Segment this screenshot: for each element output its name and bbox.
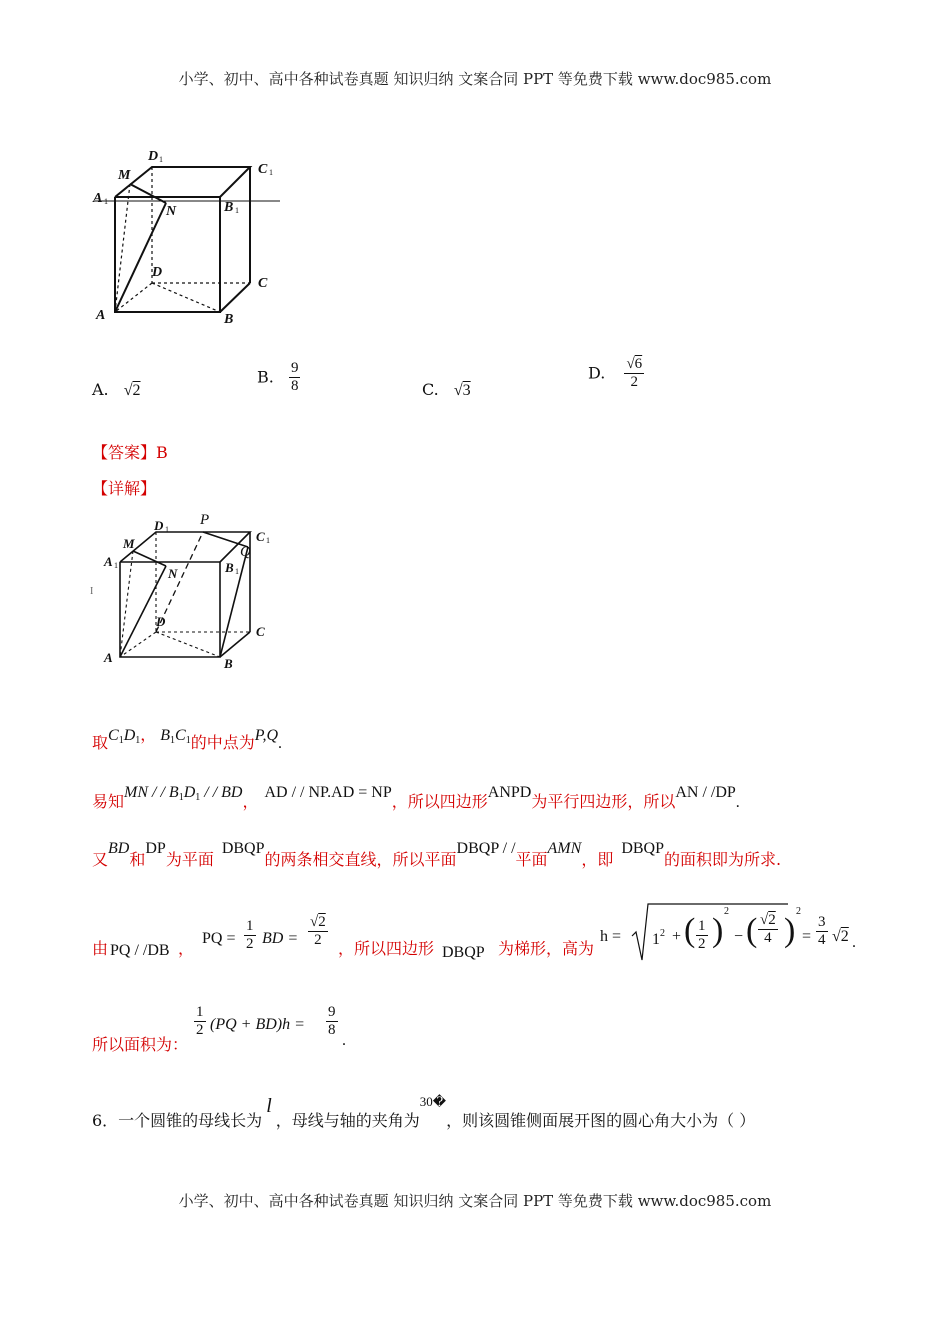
option-b: [257, 360, 300, 394]
label-d1-sub: 1: [159, 155, 163, 164]
answer-line: [92, 440, 168, 463]
segment-an: [115, 203, 166, 312]
label-q: Q: [240, 544, 251, 560]
answer-tag: 【答案】: [92, 443, 157, 462]
label-d1-2: D: [154, 518, 164, 533]
option-b-value: $\frac{9}{8}$: [290, 360, 299, 394]
label-d1: D: [148, 149, 159, 164]
segment-mn: [130, 184, 166, 203]
label-c1: C: [258, 162, 268, 177]
segment-am: [115, 184, 130, 312]
option-d: [588, 356, 644, 390]
option-c-label: C.: [422, 380, 439, 399]
page-header: 小学、初中、高中各种试卷真题 知识归纳 文案合同 PPT 等免费下载 www.doc985.com: [178, 70, 772, 88]
option-a-value: √2: [123, 382, 141, 399]
option-d-label: D.: [588, 363, 606, 383]
svg-text:1: 1: [266, 536, 270, 545]
answer-value: B: [156, 443, 168, 462]
label-m: M: [118, 168, 131, 183]
label-b1-2: B: [225, 560, 234, 575]
top-edges: [115, 167, 250, 197]
label-a2: A: [104, 650, 113, 665]
label-a: A: [96, 308, 106, 323]
label-d: D: [152, 265, 163, 280]
label-b1-sub: 1: [235, 206, 239, 215]
label-a1-2: A: [104, 554, 113, 569]
option-a-label: A.: [92, 380, 109, 399]
diagonal-bd: [152, 283, 220, 312]
label-a1: A: [93, 191, 103, 206]
label-b: B: [224, 312, 234, 327]
label-c1-sub: 1: [269, 168, 273, 177]
option-c: [422, 380, 471, 400]
option-b-label: B.: [257, 367, 274, 387]
label-p: P: [200, 512, 210, 528]
svg-text:1: 1: [235, 567, 239, 576]
cube-figure-2: [88, 510, 288, 675]
label-a1-sub: 1: [104, 197, 108, 206]
label-m2: M: [123, 536, 135, 551]
edge-cb: [220, 283, 250, 312]
label-n2: N: [168, 566, 178, 581]
label-c2: C: [256, 624, 265, 639]
option-d-value: $\frac{√6}{2}$: [626, 356, 643, 390]
question-6: 6．一个圆锥的母线长为l，母线与轴的夹角为$^{30�}$，则该圆锥侧面展开图的圆心角大小为（ ）: [92, 1094, 756, 1130]
detail-tag: 【详解】: [92, 479, 157, 498]
label-b2: B: [224, 656, 233, 671]
label-d2: D: [156, 614, 166, 629]
edge-ad: [115, 283, 152, 312]
label-b1: B: [224, 200, 234, 215]
cube-figure-1: [90, 145, 290, 330]
page-footer: 小学、初中、高中各种试卷真题 知识归纳 文案合同 PPT 等免费下载 www.doc985.com: [178, 1192, 772, 1210]
svg-text:1: 1: [114, 561, 118, 570]
svg-text:1: 1: [165, 525, 169, 534]
option-c-value: √3: [453, 382, 471, 399]
label-c: C: [258, 276, 268, 291]
margin-mark: I: [90, 586, 94, 597]
label-c1-2: C: [256, 529, 265, 544]
option-a: [92, 380, 141, 400]
solution-line-2: 易知MN / / $B_1D_1$ / / BD， AD / / NP.AD = NP，所以四边形ANPD为平行四边形，所以AN / /DP.: [92, 784, 740, 811]
solution-line-1: 取$C_1D_1$， $B_1C_1$的中点为P,Q.: [92, 725, 282, 752]
label-n: N: [166, 204, 177, 219]
solution-line-3: 又BD和DP为平面DBQP的两条相交直线，所以平面DBQP / /平面AMN，即DBQP的面积即为所求.: [92, 840, 782, 869]
